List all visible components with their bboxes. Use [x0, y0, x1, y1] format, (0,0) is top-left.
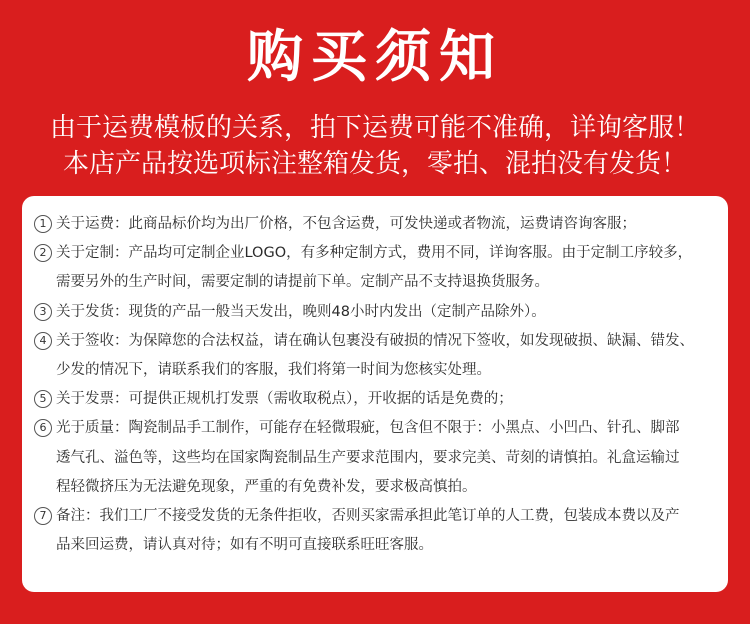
notice-item-receipt-cont [34, 356, 710, 385]
notice-item-quality-cont [34, 473, 710, 502]
notice-text: 光于质量：陶瓷制品手工制作，可能存在轻微瑕疵，包含但不限于：小黑点、小凹凸、针孔、脚部 [56, 420, 680, 437]
notice-card [22, 196, 728, 592]
item-number-badge: 7 [34, 507, 52, 525]
item-number-badge: 2 [34, 244, 52, 262]
notice-item-invoice [34, 385, 710, 414]
notice-item-remarks [34, 502, 710, 531]
notice-text: 备注：我们工厂不接受发货的无条件拒收，否则买家需承担此笔订单的人工费，包装成本费以及产 [56, 508, 680, 525]
notice-item-customization [34, 239, 710, 268]
notice-item-delivery [34, 298, 710, 327]
notice-item-quality-cont [34, 444, 710, 473]
notice-text: 关于签收：为保障您的合法权益，请在确认包裹没有破损的情况下签收，如发现破损、缺漏、错发、 [56, 332, 694, 349]
packing-notice: 本店产品按选项标注整箱发货，零拍、混拍没有发货！ [62, 149, 687, 179]
notice-text: 少发的情况下，请联系我们的客服，我们将第一时间为您核实处理。 [56, 362, 491, 379]
item-number-badge: 4 [34, 332, 52, 350]
item-number-badge: 1 [34, 215, 52, 233]
notice-text: 关于运费：此商品标价均为出厂价格，不包含运费，可发快递或者物流，运费请咨询客服； [56, 216, 636, 232]
notice-item-quality [34, 414, 710, 443]
item-number-badge: 5 [34, 390, 52, 408]
notice-text: 程轻微挤压为无法避免现象，严重的有免费补发，要求极高慎拍。 [56, 478, 477, 495]
notice-item-receipt [34, 327, 710, 356]
shipping-notice: 由于运费模板的关系，拍下运费可能不准确，详询客服！ [49, 113, 700, 143]
notice-text: 透气孔、溢色等，这些均在国家陶瓷制品生产要求范围内，要求完美、苛刻的请慎拍。礼盒运输过 [56, 449, 680, 466]
notice-text: 关于发票：可提供正规机打发票（需收取税点），开收据的话是免费的； [56, 391, 513, 408]
notice-text: 关于发货：现货的产品一般当天发出，晚则48小时内发出（定制产品除外）。 [56, 303, 546, 320]
notice-text: 品来回运费，请认真对待；如有不明可直接联系旺旺客服。 [56, 537, 433, 554]
item-number-badge: 6 [34, 419, 52, 437]
page-title: 购买须知 [247, 25, 503, 90]
notice-text: 需要另外的生产时间，需要定制的请提前下单。定制产品不支持退换货服务。 [56, 274, 549, 291]
notice-item-shipping [34, 210, 710, 239]
notice-item-remarks-cont [34, 531, 710, 560]
notice-text: 关于定制：产品均可定制企业LOGO，有多种定制方式，费用不同，详询客服。由于定制工序较多， [56, 245, 693, 262]
item-number-badge: 3 [34, 303, 52, 321]
notice-item-customization-cont [34, 268, 710, 297]
